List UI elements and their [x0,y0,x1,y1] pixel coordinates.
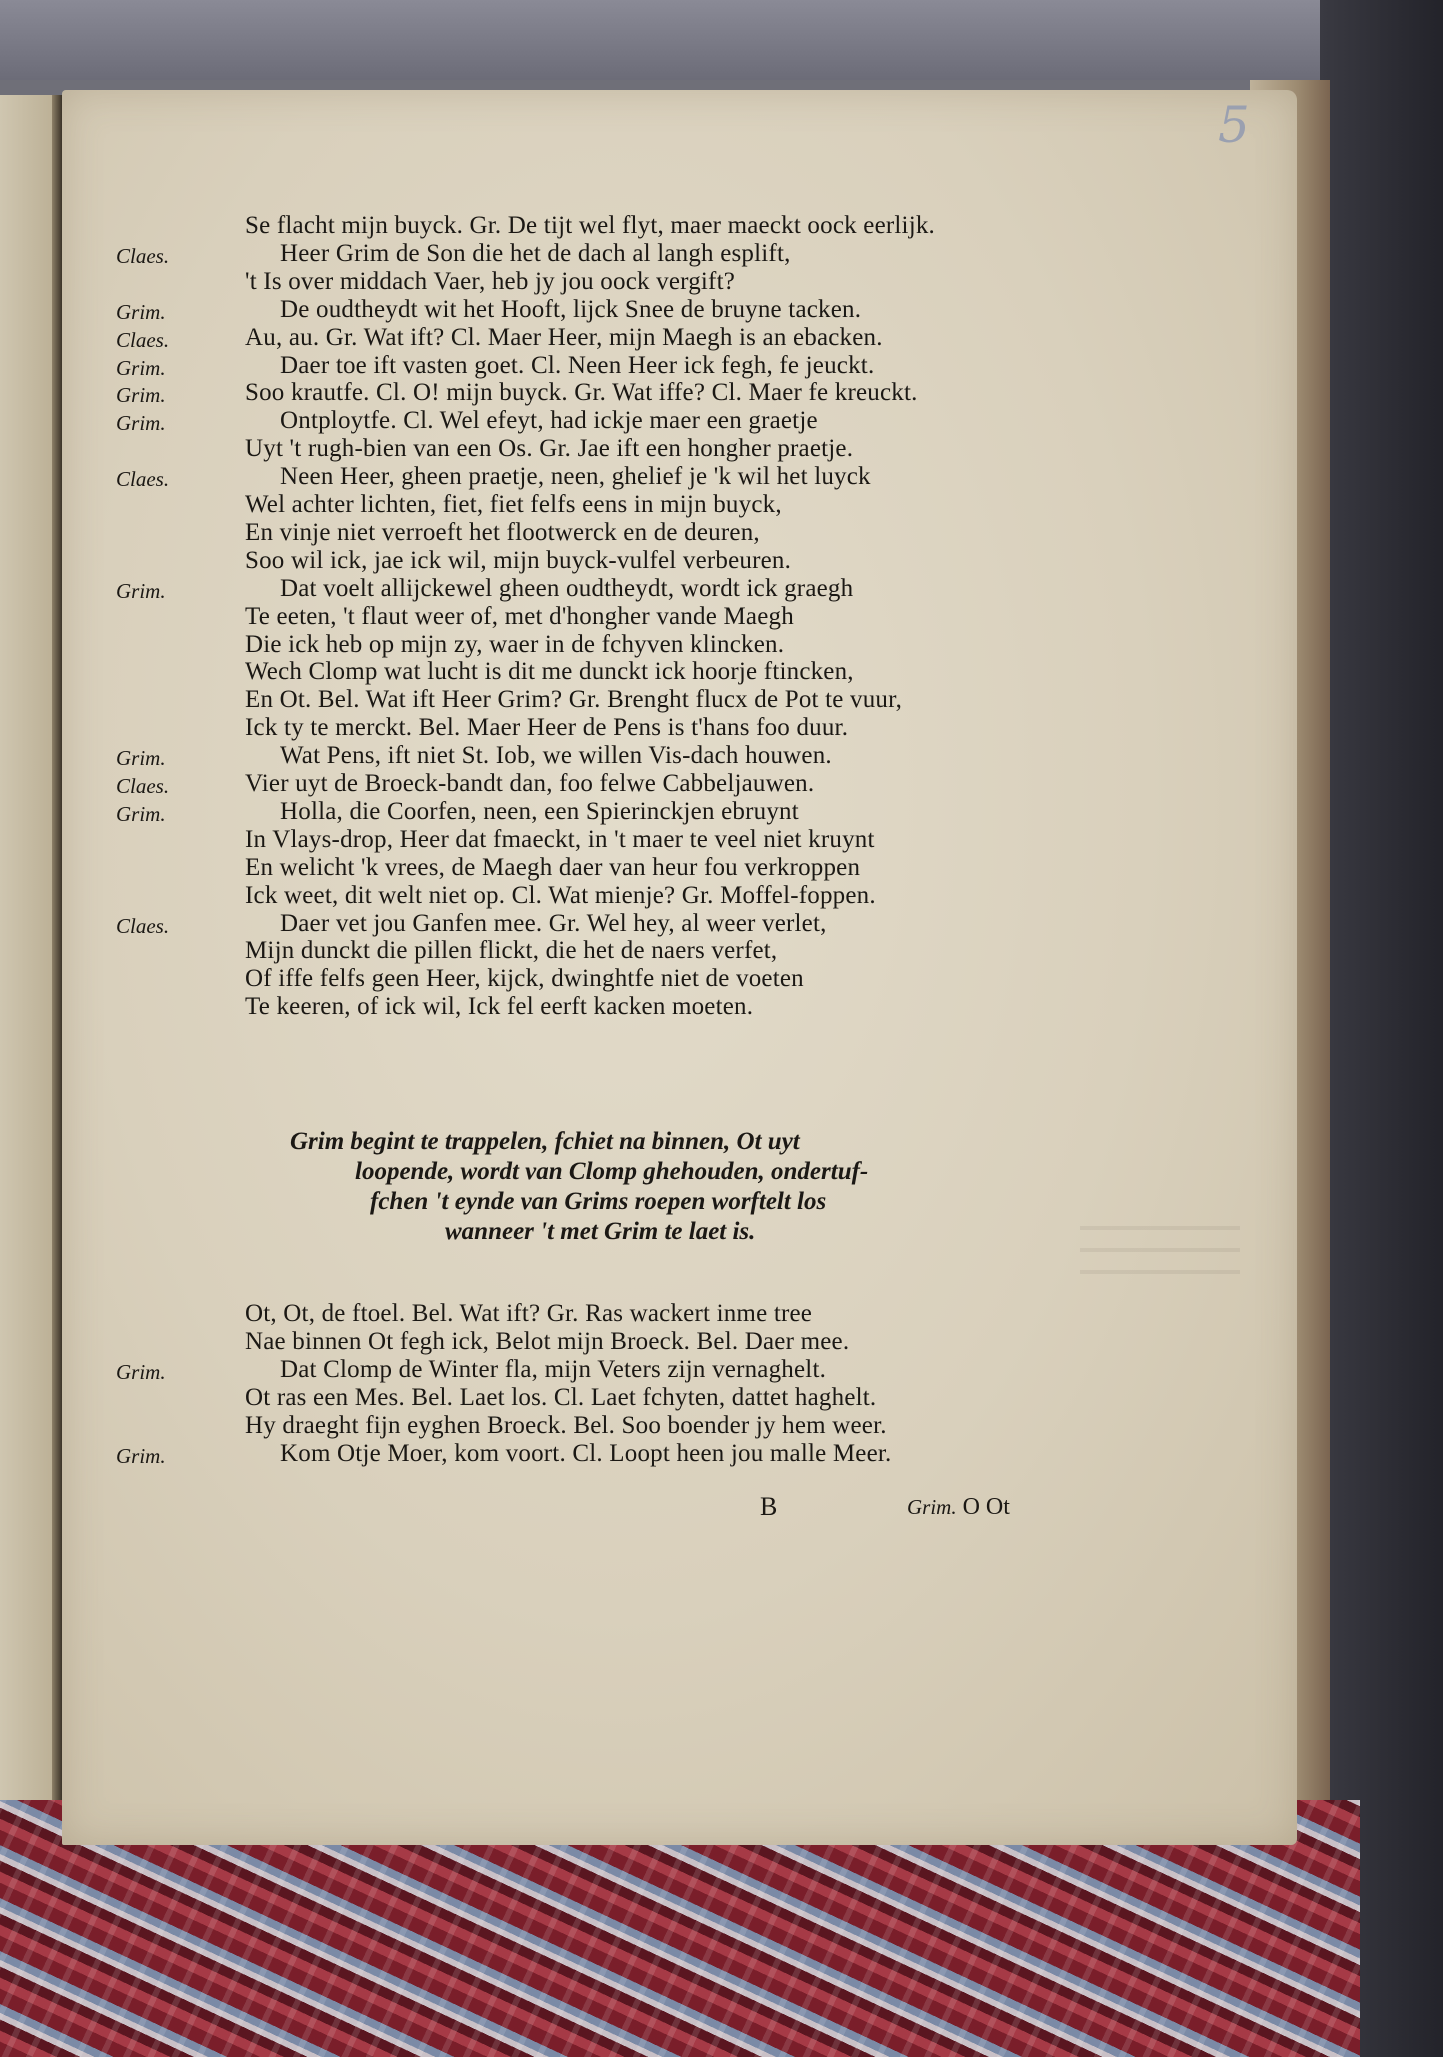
verse-line: En welicht 'k vrees, de Maegh daer van heur fou verkroppen [245,853,861,881]
stage-direction-line: wanneer 't met Grim te laet is. [445,1218,756,1245]
stage-direction-line: fchen 't eynde van Grims roepen worftelt los [370,1188,827,1215]
speaker-label: Grim. [116,383,166,408]
verse-line: Daer vet jou Ganfen mee. Gr. Wel hey, al weer verlet, [280,909,827,937]
speaker-label: Claes. [116,913,170,938]
verse-line: Heer Grim de Son die het de dach al langh esplift, [280,239,791,267]
verse-line: Au, au. Gr. Wat ift? Cl. Maer Heer, mijn Maegh is an ebacken. [245,323,883,351]
backdrop-right [1320,0,1443,2057]
verse-line: Dat Clomp de Winter fla, mijn Veters zijn vernaghelt. [280,1355,827,1383]
catchword-speaker: Grim. [907,1495,957,1519]
verse-line: Dat voelt allijckewel gheen oudtheydt, wordt ick graegh [280,574,854,602]
catchword [907,1494,1010,1521]
gutter [52,95,62,1815]
verse-line: In Vlays-drop, Heer dat fmaeckt, in 't maer te veel niet kruynt [245,825,875,853]
verse-line: Wel achter lichten, fiet, fiet felfs eens in mijn buyck, [245,491,782,518]
speaker-label: Grim. [116,355,166,380]
verse-line: Kom Otje Moer, kom voort. Cl. Loopt heen jou malle Meer. [280,1439,892,1467]
speaker-label: Grim. [116,411,166,436]
verse-line: Soo wil ick, jae ick wil, mijn buyck-vulfel verbeuren. [245,546,792,574]
speaker-label: Grim. [116,801,166,826]
verse-line: En Ot. Bel. Wat ift Heer Grim? Gr. Brenght flucx de Pot te vuur, [245,686,903,714]
stage-direction-line: loopende, wordt van Clomp ghehouden, ondertuf- [355,1158,869,1185]
verse-line: Die ick heb op mijn zy, waer in de fchyven klincken. [245,630,785,658]
backdrop-top [0,0,1443,80]
speaker-label: Grim. [116,578,166,603]
verse-line: Te keeren, of ick wil, Ick fel eerft kacken moeten. [245,993,754,1021]
signature-mark: B [760,1492,778,1521]
speaker-label: Claes. [116,467,170,492]
verse-line: Wech Clomp wat lucht is dit me dunckt ick hoorje ftincken, [245,658,854,686]
verse-line: De oudtheydt wit het Hooft, lijck Snee de bruyne tacken. [280,295,862,323]
verse-line: Ot ras een Mes. Bel. Laet los. Cl. Laet fchyten, dattet haghelt. [245,1383,877,1411]
speaker-label: Claes. [116,243,170,268]
verse-line: En vinje niet verroeft het flootwerck en de deuren, [245,518,760,546]
verse-line: Te eeten, 't flaut weer of, met d'hongher vande Maegh [245,602,794,630]
verse-line: Ick weet, dit welt niet op. Cl. Wat mienje? Gr. Moffel-foppen. [245,881,876,909]
verse-line: Daer toe ift vasten goet. Cl. Neen Heer ick fegh, fe jeuckt. [280,351,875,379]
verse-line: Se flacht mijn buyck. Gr. De tijt wel flyt, maer maeckt oock eerlijk. [245,212,935,239]
speaker-label: Claes. [116,327,170,352]
verse-line: Of iffe felfs geen Heer, kijck, dwinghtfe niet de voeten [245,965,804,993]
catchword-text: O Ot [962,1494,1010,1520]
verse-line: Mijn dunckt die pillen flickt, die het de naers verfet, [245,937,778,965]
verse-line: Ot, Ot, de ftoel. Bel. Wat ift? Gr. Ras wackert inme tree [245,1300,813,1327]
folio-mark: 5 [1218,96,1250,154]
verse-line: Wat Pens, ift niet St. Iob, we willen Vis-dach houwen. [280,742,832,770]
show-through [1080,1208,1240,1288]
verse-line: Uyt 't rugh-bien van een Os. Gr. Jae ift een hongher praetje. [245,435,854,463]
speaker-label: Grim. [116,1359,166,1384]
verse-line: Hy draeght fijn eyghen Broeck. Bel. Soo boender jy hem weer. [245,1411,887,1439]
stage-direction-line: Grim begint te trappelen, fchiet na binnen, Ot uyt [290,1128,800,1155]
verse-line: Ontploytfe. Cl. Wel efeyt, had ickje maer een graetje [280,407,818,435]
verse-line: Holla, die Coorfen, neen, een Spierinckjen ebruynt [280,797,799,825]
speaker-label: Grim. [116,746,166,771]
verse-line: Ick ty te merckt. Bel. Maer Heer de Pens is t'hans foo duur. [245,714,849,742]
verse-line: Vier uyt de Broeck-bandt dan, foo felwe Cabbeljauwen. [245,770,815,797]
verse-line: Soo krautfe. Cl. O! mijn buyck. Gr. Wat iffe? Cl. Maer fe kreuckt. [245,379,918,407]
speaker-label: Grim. [116,299,166,324]
speaker-label: Grim. [116,1443,166,1468]
speaker-label: Claes. [116,774,170,798]
verse-line: Neen Heer, gheen praetje, neen, ghelief je 'k wil het luyck [280,463,871,491]
verse-line: 't Is over middach Vaer, heb jy jou oock vergift? [245,267,736,295]
verse-line: Nae binnen Ot fegh ick, Belot mijn Broeck. Bel. Daer mee. [245,1327,850,1355]
